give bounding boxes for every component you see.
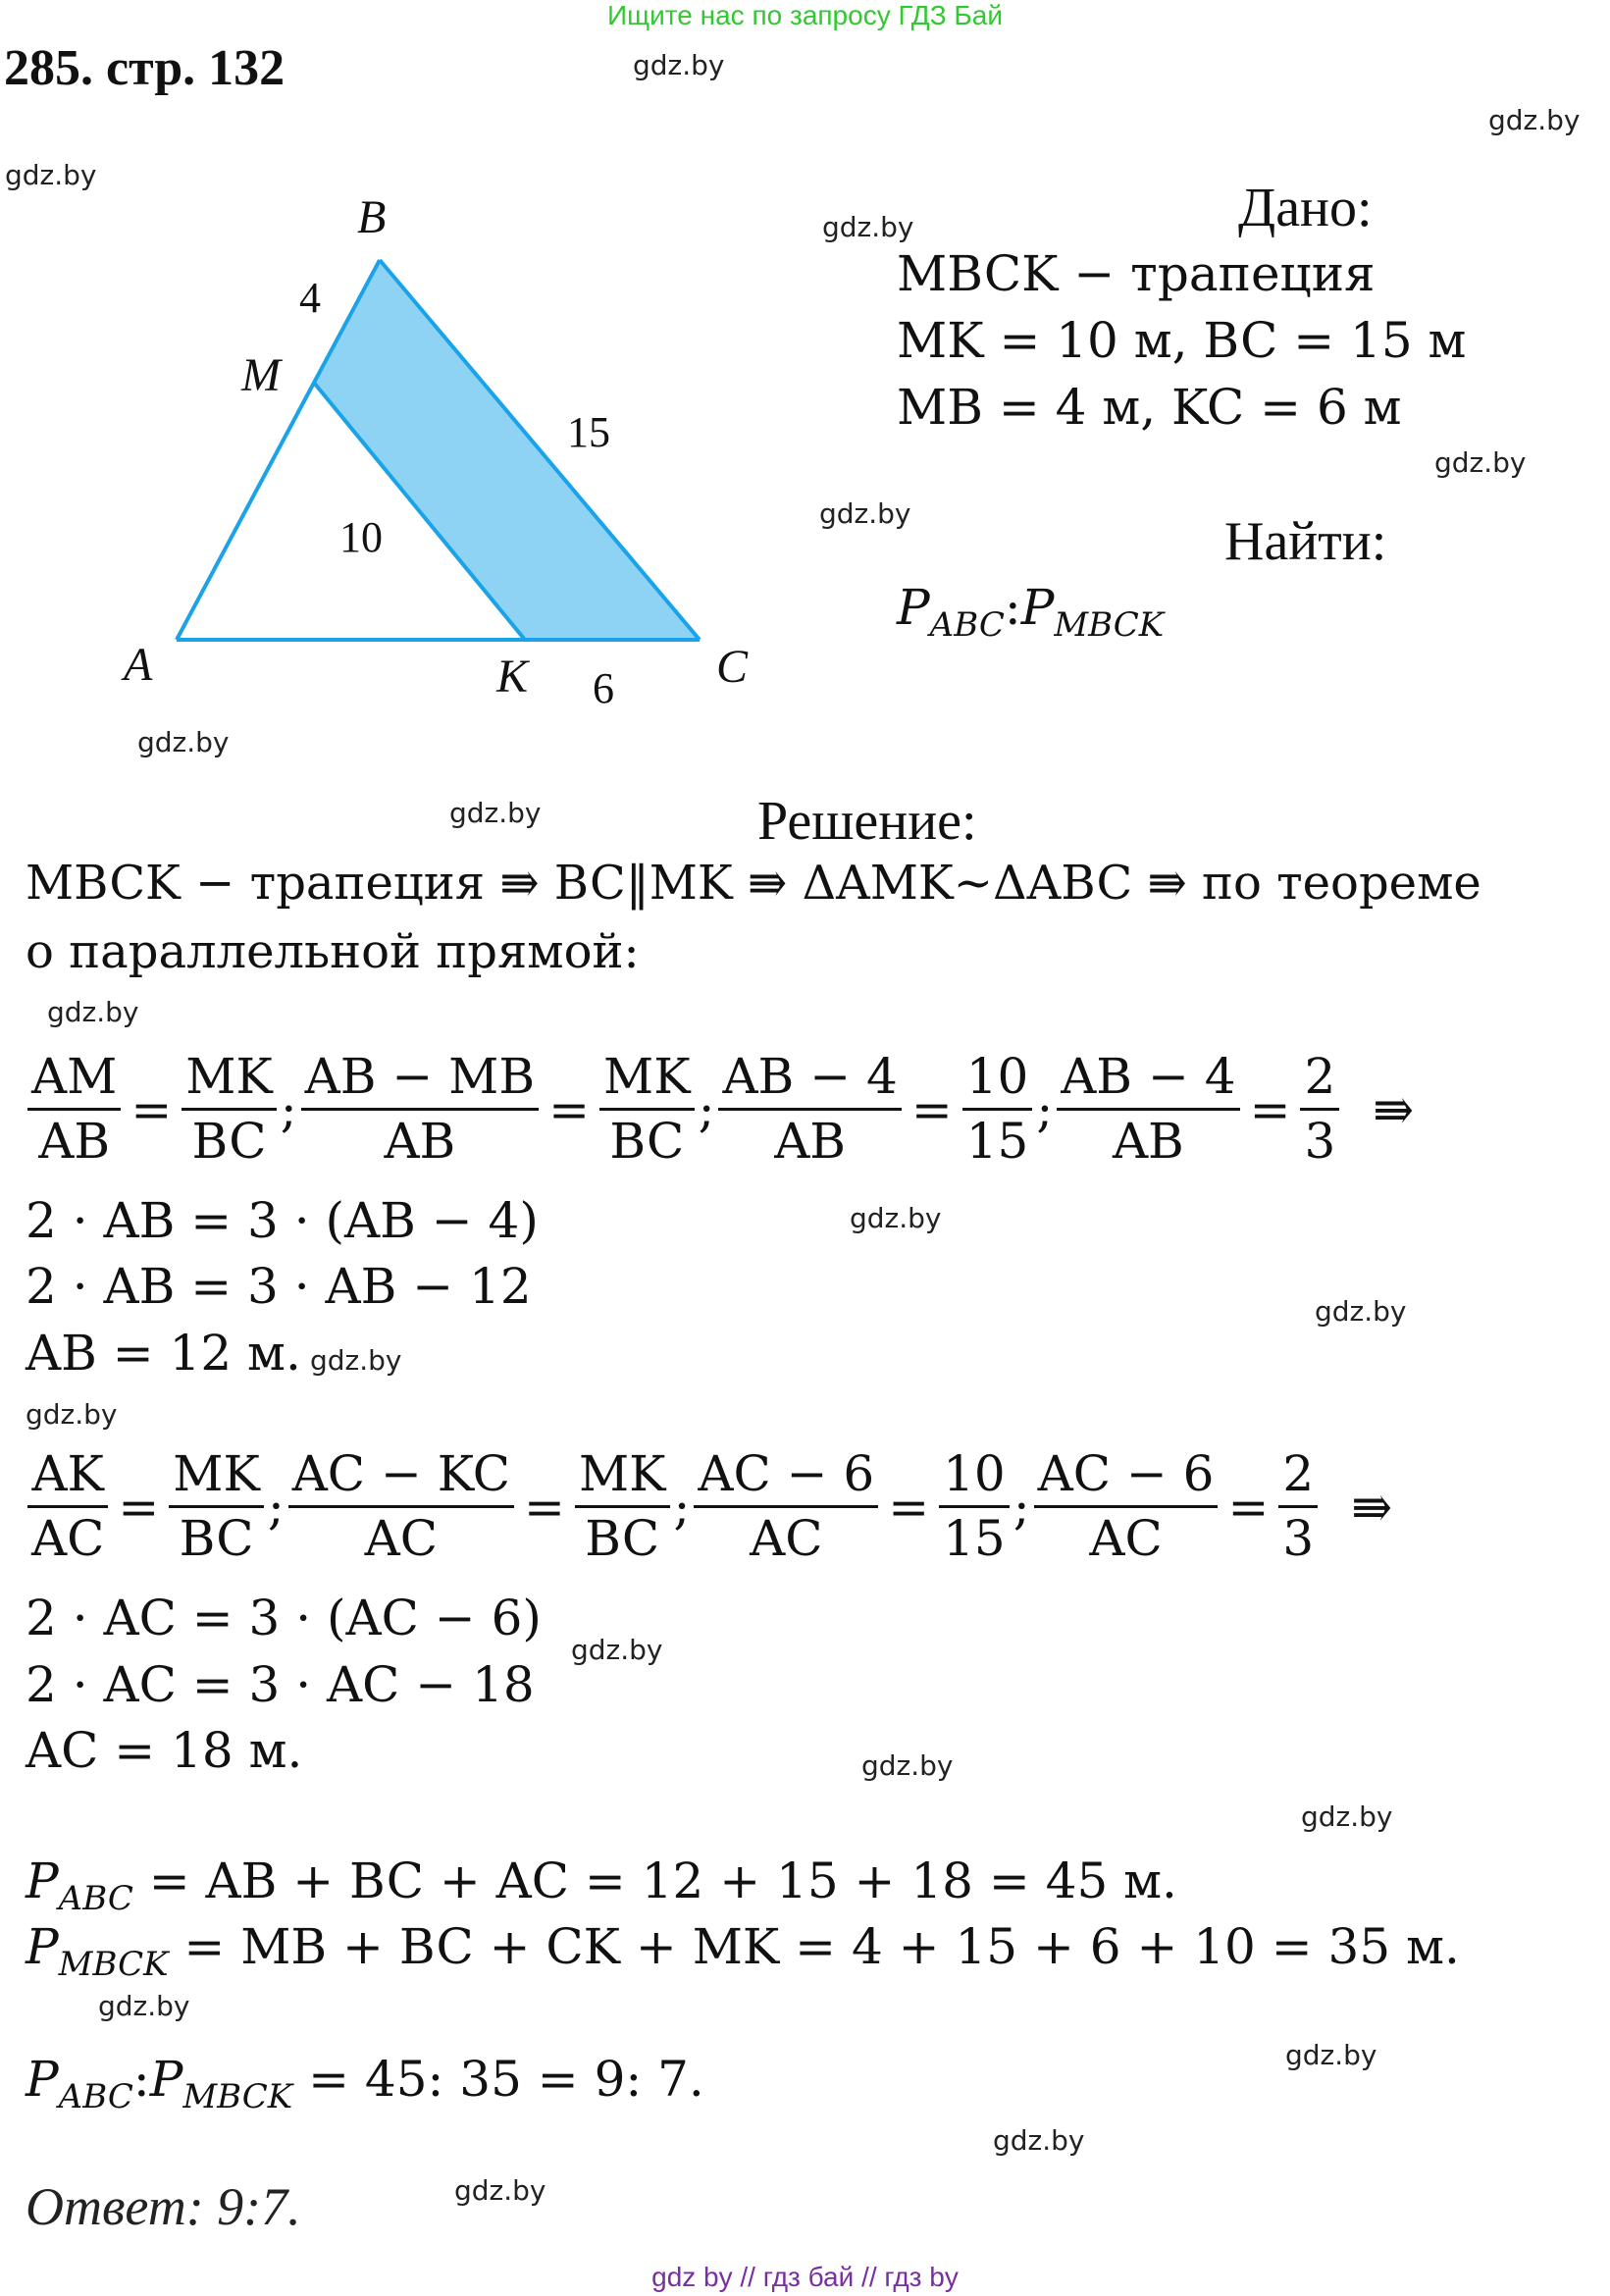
perimeter-mbck	[26, 1918, 1460, 1984]
solution-intro-1: MBCK − трапеция ⇛ BC‖MK ⇛ ΔAMK~ΔABC ⇛ по теореме	[26, 856, 1481, 911]
find-p1: P	[897, 579, 930, 636]
denominator: AB	[1112, 1113, 1184, 1170]
denominator: BC	[609, 1113, 685, 1170]
watermark: gdz.by	[822, 211, 914, 243]
watermark: gdz.by	[1285, 2039, 1377, 2071]
numerator: 10	[939, 1447, 1010, 1508]
watermark: gdz.by	[98, 1990, 190, 2022]
solution-line-6: AC = 18 м.	[26, 1722, 303, 1779]
numerator: AB − MB	[301, 1050, 539, 1111]
fraction	[301, 1050, 539, 1169]
perimeter-symbol: P	[149, 2051, 183, 2108]
numerator: MK	[599, 1050, 695, 1111]
numerator: AC − 6	[1034, 1447, 1219, 1508]
numerator: AM	[27, 1050, 121, 1111]
equals: =	[130, 1080, 173, 1138]
perimeter-subscript: MBCK	[182, 2077, 293, 2116]
watermark: gdz.by	[571, 1634, 663, 1666]
fraction	[182, 1050, 277, 1169]
equals: =	[524, 1478, 565, 1536]
fraction	[1057, 1050, 1239, 1169]
footer-links: gdz by // гдз бай // гдз by	[651, 2262, 959, 2292]
watermark: gdz.by	[47, 996, 139, 1028]
semicolon: ;	[1013, 1478, 1030, 1536]
fraction	[27, 1447, 108, 1566]
solution-line-4: 2 · AC = 3 · (AC − 6)	[26, 1590, 542, 1646]
find-sub2: MBCK	[1054, 605, 1165, 645]
semicolon: ;	[280, 1080, 297, 1138]
equation-row-ab	[24, 1050, 1420, 1169]
solution-line-5: 2 · AC = 3 · AC − 18	[26, 1656, 535, 1713]
perimeter-symbol: P	[26, 2051, 59, 2108]
semicolon: ;	[267, 1478, 285, 1536]
given-line-1: MBCK − трапеция	[897, 245, 1376, 302]
find-expression	[897, 579, 1164, 645]
find-sub1: ABC	[929, 605, 1005, 645]
solution-line-2: 2 · AB = 3 · AB − 12	[26, 1258, 532, 1315]
fraction	[1300, 1050, 1339, 1169]
solution-line-3: AB = 12 м.	[26, 1325, 301, 1382]
triangle-figure	[98, 186, 765, 736]
watermark: gdz.by	[1434, 446, 1527, 479]
fraction	[939, 1447, 1010, 1566]
numerator: 2	[1300, 1050, 1339, 1111]
perimeter-ratio	[26, 2051, 704, 2116]
denominator: AC	[1089, 1510, 1163, 1567]
fraction	[575, 1447, 670, 1566]
perimeter-symbol: P	[26, 1852, 59, 1909]
numerator: MK	[169, 1447, 264, 1508]
denominator: 15	[965, 1113, 1029, 1170]
solution-intro-2: о параллельной прямой:	[26, 924, 640, 979]
watermark: gdz.by	[633, 49, 725, 81]
semicolon: ;	[1036, 1080, 1054, 1138]
trapezoid-fill	[314, 260, 700, 640]
equals: =	[910, 1080, 953, 1138]
denominator: AB	[774, 1113, 847, 1170]
vertex-label-k: K	[496, 651, 529, 703]
given-line-3: MB = 4 м, KC = 6 м	[897, 379, 1402, 436]
watermark: gdz.by	[5, 159, 97, 191]
perimeter-subscript: MBCK	[58, 1945, 169, 1984]
page-title: 285. стр. 132	[4, 40, 286, 96]
watermark: gdz.by	[993, 2124, 1085, 2157]
denominator: AC	[31, 1510, 105, 1567]
watermark: gdz.by	[137, 726, 230, 758]
perimeter-abc-calc: = AB + BC + AC = 12 + 15 + 18 = 45 м.	[132, 1852, 1177, 1909]
equals: =	[118, 1478, 160, 1536]
fraction	[1034, 1447, 1219, 1566]
denominator: AC	[364, 1510, 439, 1567]
perimeter-subscript: ABC	[58, 1879, 133, 1918]
numerator: AB − 4	[718, 1050, 901, 1111]
watermark: gdz.by	[26, 1398, 118, 1431]
fraction	[169, 1447, 264, 1566]
answer: Ответ: 9:7.	[26, 2177, 301, 2236]
watermark: gdz.by	[850, 1202, 942, 1234]
length-label-bc: 15	[567, 408, 610, 456]
given-line-2: MK = 10 м, BC = 15 м	[897, 312, 1467, 369]
equals: =	[1249, 1080, 1291, 1138]
given-heading: Дано:	[1238, 178, 1373, 238]
perimeter-ratio-calc: = 45: 35 = 9: 7.	[292, 2051, 704, 2108]
watermark: gdz.by	[819, 497, 911, 530]
find-p2: P	[1020, 579, 1055, 636]
numerator: MK	[182, 1050, 277, 1111]
fraction	[694, 1447, 878, 1566]
fraction	[599, 1050, 695, 1169]
denominator: 15	[943, 1510, 1006, 1567]
perimeter-symbol: P	[26, 1918, 59, 1975]
find-heading: Найти:	[1224, 511, 1387, 572]
watermark: gdz.by	[1301, 1800, 1393, 1833]
denominator: BC	[191, 1113, 267, 1170]
numerator: AK	[27, 1447, 107, 1508]
vertex-label-m: M	[241, 349, 281, 401]
fraction	[962, 1050, 1033, 1169]
numerator: 2	[1278, 1447, 1318, 1508]
denominator: BC	[179, 1510, 254, 1567]
triangle-left-side	[177, 260, 380, 640]
watermark: gdz.by	[1488, 104, 1581, 136]
numerator: AB − 4	[1057, 1050, 1239, 1111]
watermark: gdz.by	[861, 1749, 954, 1782]
vertex-label-c: C	[716, 641, 749, 693]
equals: =	[888, 1478, 930, 1536]
length-label-mk: 10	[339, 513, 383, 561]
search-banner: Ищите нас по запросу ГДЗ Бай	[606, 0, 1004, 30]
vertex-label-b: B	[357, 191, 387, 243]
vertex-label-a: A	[124, 639, 153, 691]
watermark: gdz.by	[449, 797, 542, 829]
find-colon: :	[1004, 579, 1021, 636]
solution-heading: Решение:	[757, 791, 977, 852]
solution-line-1: 2 · AB = 3 · (AB − 4)	[26, 1192, 539, 1249]
denominator: AB	[384, 1113, 456, 1170]
numerator: AC − 6	[694, 1447, 878, 1508]
watermark: gdz.by	[454, 2174, 546, 2207]
fraction	[1278, 1447, 1318, 1566]
fraction	[27, 1050, 121, 1169]
length-label-kc: 6	[593, 664, 614, 712]
implies-arrow: ⇛	[1373, 1080, 1415, 1138]
length-label-mb: 4	[299, 274, 321, 322]
numerator: 10	[962, 1050, 1033, 1111]
ratio-colon: :	[132, 2051, 150, 2108]
denominator: BC	[585, 1510, 660, 1567]
equation-row-ac	[24, 1447, 1398, 1566]
numerator: AC − KC	[288, 1447, 514, 1508]
perimeter-mbck-calc: = MB + BC + CK + MK = 4 + 15 + 6 + 10 = 35 м.	[168, 1918, 1460, 1975]
denominator: AB	[38, 1113, 111, 1170]
denominator: AC	[750, 1510, 823, 1567]
implies-arrow: ⇛	[1351, 1478, 1393, 1536]
fraction	[288, 1447, 514, 1566]
perimeter-abc	[26, 1852, 1177, 1918]
numerator: MK	[575, 1447, 670, 1508]
semicolon: ;	[673, 1478, 691, 1536]
watermark: gdz.by	[310, 1344, 402, 1377]
watermark: gdz.by	[1315, 1295, 1407, 1328]
denominator: 3	[1304, 1113, 1336, 1170]
equals: =	[548, 1080, 591, 1138]
semicolon: ;	[698, 1080, 715, 1138]
denominator: 3	[1282, 1510, 1315, 1567]
fraction	[718, 1050, 901, 1169]
equals: =	[1227, 1478, 1270, 1536]
perimeter-subscript: ABC	[58, 2077, 133, 2116]
